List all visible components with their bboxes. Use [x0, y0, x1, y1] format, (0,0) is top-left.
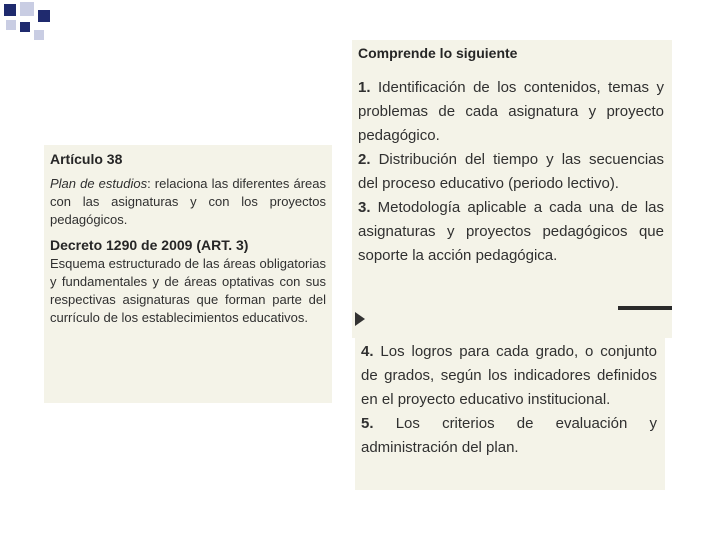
item-5	[361, 412, 657, 460]
item-1-num: 1.	[358, 79, 371, 96]
comprende-title: Comprende lo siguiente	[358, 45, 518, 61]
article-text	[50, 175, 326, 229]
item-2-num: 2.	[358, 151, 371, 168]
decree-body: Esquema estructurado de las áreas obligatorias y fundamentales y de áreas optativas con sus respectivas asignaturas que forman parte del currículo de los establecimientos educativos.	[50, 256, 326, 325]
corner-square-5	[20, 22, 30, 32]
article-body: : relaciona las diferentes áreas con las asignaturas y con los proyectos pedagógicos.	[50, 176, 327, 227]
item-5-text: Los criterios de evaluación y administración del plan.	[361, 415, 658, 456]
article-lead: Plan de estudios	[50, 176, 148, 191]
item-2-text: Distribución del tiempo y las secuencias del proceso educativo (periodo lectivo).	[358, 151, 664, 192]
item-1	[358, 76, 664, 148]
corner-square-2	[20, 2, 34, 16]
item-4-text: Los logros para cada grado, o conjunto de grados, según los indicadores definidos en el proyecto educativo institucional.	[361, 343, 657, 408]
comprende-panel	[352, 40, 672, 338]
item-4-num: 4.	[361, 343, 374, 360]
corner-square-6	[34, 30, 44, 40]
decree-title: Decreto 1290 de 2009 (ART. 3)	[50, 237, 249, 253]
corner-square-1	[4, 4, 16, 16]
item-1-text: Identificación de los contenidos, temas y problemas de cada asignatura y proyecto pedagógico.	[358, 79, 664, 144]
item-3-text: Metodología aplicable a cada una de las asignaturas y proyectos pedagógicos que soporte la acción pedagógica.	[358, 199, 664, 264]
item-5-num: 5.	[361, 415, 374, 432]
item-2	[358, 148, 664, 196]
corner-square-3	[38, 10, 50, 22]
item-4	[361, 340, 657, 412]
underline-mark	[618, 306, 672, 310]
corner-square-4	[6, 20, 16, 30]
item-3-num: 3.	[358, 199, 371, 216]
item-3	[358, 196, 664, 268]
article-38-panel	[44, 145, 332, 403]
article-title: Artículo 38	[50, 151, 123, 167]
comprende-panel-continued	[355, 338, 665, 490]
